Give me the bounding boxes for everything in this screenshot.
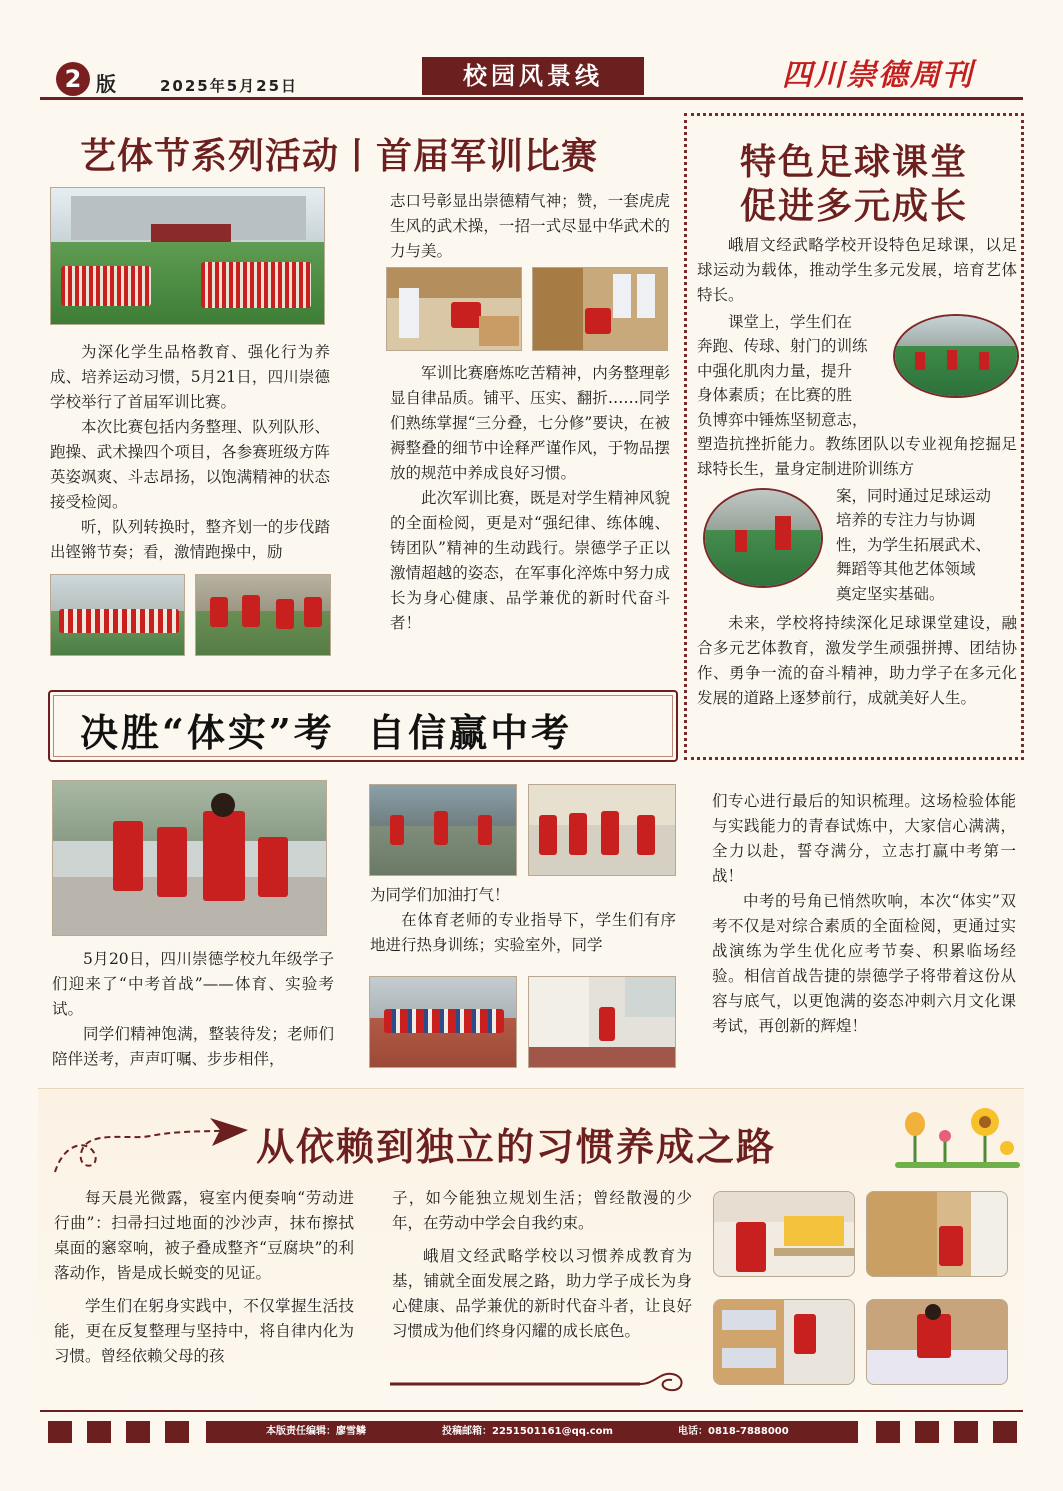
article2-line: 案，同时通过足球运动 [836,487,992,505]
footer-phone: 电话：0818-7888000 [678,1426,789,1437]
footer-square-icon [915,1421,939,1443]
article1-para: 听，队列转换时，整齐划一的步伐踏出铿锵节奏；看，激情跑操中，励 [50,518,330,561]
article4-para: 学生们在躬身实践中，不仅掌握生活技能，更在反复整理与坚持中，将自律内化为习惯。曾经依赖父母的孩 [54,1297,354,1365]
article4-col1 [54,1186,354,1369]
article4-col2 [392,1186,692,1344]
article2-para: 塑造抗挫折能力。教练团队以专业视角挖掘足球特长生，量身定制进阶训练方 [697,435,1017,478]
article3-col1 [52,947,334,1072]
article2-line: 课堂上，学生们在 [728,313,853,331]
article4-para: 子，如今能独立规划生活；曾经散漫的少年，在劳动中学会自我约束。 [392,1189,692,1232]
footer-square-icon [48,1421,72,1443]
article3-title: 决胜“体实”考 自信赢中考 [80,710,573,755]
footer-square-icon [165,1421,189,1443]
flowers-icon [895,1100,1020,1170]
article2-p2-wrap [697,310,889,432]
lab-review-photo [528,784,676,876]
article2-p3 [697,611,1017,711]
dorm-inspection-photo-1 [386,267,522,351]
cleaning-photo-4 [866,1299,1008,1385]
article2-title-line1: 特色足球课堂 [740,141,969,183]
header-rule [40,97,1023,100]
article2-line: 培养的专注力与协调 [836,511,976,530]
article1-col2 [390,361,670,636]
article2-para: 未来，学校将持续深化足球课堂建设，融合多元艺体教育，激发学生顽强拼搏、团结协作、勇争一流的奋斗精神，助力学子在多元化发展的道路上逐梦前行，成就美好人生。 [697,614,1017,707]
cleaning-photo-3 [713,1299,855,1385]
article1-title: 艺体节系列活动丨首届军训比赛 [80,135,599,177]
article3-col2 [370,883,676,958]
article1-para: 此次军训比赛，既是对学生精神风貌的全面检阅，更是对“强纪律、练体魄、铸团队”精神的生动践行。崇德学子正以激情超越的姿态，在军事化淬炼中努力成长为身心健康、品学兼优的新时代奋斗者！ [390,489,670,632]
footer-square-icon [993,1421,1017,1443]
article1-para: 为深化学生品格教育、强化行为养成、培养运动习惯，5月21日，四川崇德学校举行了首届军训比赛。 [50,343,330,411]
footer-rule [40,1410,1023,1412]
exam-walk-photo [52,780,327,936]
footer-square-icon [954,1421,978,1443]
footer-square-icon [876,1421,900,1443]
footer-bar [206,1421,858,1443]
article2-para: 峨眉文经武略学校开设特色足球课，以足球运动为载体，推动学生多元发展，培育艺体特长。 [697,236,1017,304]
section-title [422,57,644,95]
paper-name-logo: 四川崇德周刊 [782,58,974,93]
article4-para: 每天晨光微露，寝室内便奏响“劳动进行曲”：扫帚扫过地面的沙沙声，抹布擦拭桌面的窸窣响，被子叠成整齐“豆腐块”的利落动作，皆是成长蜕变的见证。 [54,1189,354,1282]
article3-col3 [712,789,1016,1039]
basketball-test-photo [528,976,676,1068]
footer-email: 投稿邮箱：2251501161@qq.com [442,1426,613,1437]
article3-para: 在体育老师的专业指导下，学生们有序地进行热身训练；实验室外，同学 [370,911,676,954]
section-title-text: 校园风景线 [463,61,603,90]
article3-para: 5月20日，四川崇德学校九年级学子们迎来了“中考首战”——体育、实验考试。 [52,950,334,1018]
article2-line: 奠定坚实基础。 [836,584,945,603]
article2-line: 负博弈中锤炼坚韧意志， [697,410,868,429]
article1-para: 军训比赛磨炼吃苦精神，内务整理彰显自律品质。铺平、压实、翻折……同学们熟练掌握“三分叠，七分修”要诀，在被褥整叠的细节中诠释严谨作风，于物品摆放的规范中养成良好习惯。 [390,364,670,482]
article2-p2-rest [697,432,1017,482]
article4-title: 从依赖到独立的习惯养成之路 [256,1124,777,1169]
issue-date: 2025年5月25日 [160,77,299,95]
page-number: 2 [64,65,82,93]
article2-line: 奔跑、传球、射门的训练 [697,337,868,356]
warmup-photo-1 [369,784,517,876]
page-suffix: 版 [96,72,116,96]
cleaning-photo-2 [866,1191,1008,1277]
article1-col2-top [390,189,670,264]
football-kick-photo [703,488,823,588]
footer-square-icon [87,1421,111,1443]
footer-editor: 本版责任编辑：廖雪鳞 [266,1426,366,1437]
running-test-photo [369,976,517,1068]
article1-para: 志口号彰显出崇德精气神；赞，一套虎虎生风的武术操，一招一式尽显中华武术的力与美。 [390,192,670,260]
article1-para: 本次比赛包括内务整理、队列队形、跑操、武术操四个项目，各参赛班级方阵英姿飒爽、斗志昂扬，以饱满精神的状态接受检阅。 [50,418,330,511]
formation-photo [50,574,185,656]
article2-line: 舞蹈等其他艺体领域 [836,560,976,579]
article2-line: 中强化肌肉力量，提升 [697,361,853,380]
footer-square-icon [126,1421,150,1443]
article3-para: 们专心进行最后的知识梳理。这场检验体能与实践能力的青春试炼中，大家信心满满，全力以赴，誓夺满分，立志打赢中考第一战！ [712,792,1016,885]
article1-col1 [50,340,330,565]
article3-para: 为同学们加油打气！ [370,886,510,904]
football-training-photo [893,314,1019,398]
dorm-inspection-photo-2 [532,267,668,351]
military-parade-photo [50,187,325,325]
article2-title-line2: 促进多元成长 [740,185,969,227]
page-number-badge [56,62,90,96]
article3-para: 同学们精神饱满，整装待发；老师们陪伴送考，声声叮嘱、步步相伴， [52,1025,334,1068]
cleaning-photo-1 [713,1191,855,1277]
article2-line: 身体素质；在比赛的胜 [697,386,853,405]
article4-para: 峨眉文经武略学校以习惯养成教育为基，铺就全面发展之路，助力学子成长为身心健康、品学兼优的新时代奋斗者，让良好习惯成为他们终身闪耀的成长底色。 [392,1247,692,1340]
decorative-scroll-line-icon [390,1366,690,1396]
article2-p1 [697,233,1017,308]
running-drill-photo [195,574,331,656]
article3-para: 中考的号角已悄然吹响，本次“体实”双考不仅是对综合素质的全面检阅，更通过实战演练为学生优化应考节奏、积累临场经验。相信首战告捷的崇德学子将带着这份从容与底气，以更饱满的姿态冲刺六月文化课考试，再创新的辉煌！ [712,892,1016,1035]
article2-line: 性，为学生拓展武术、 [836,535,992,554]
decorative-swirl-icon [50,1110,250,1180]
article2-p2b-wrap [836,484,1018,606]
